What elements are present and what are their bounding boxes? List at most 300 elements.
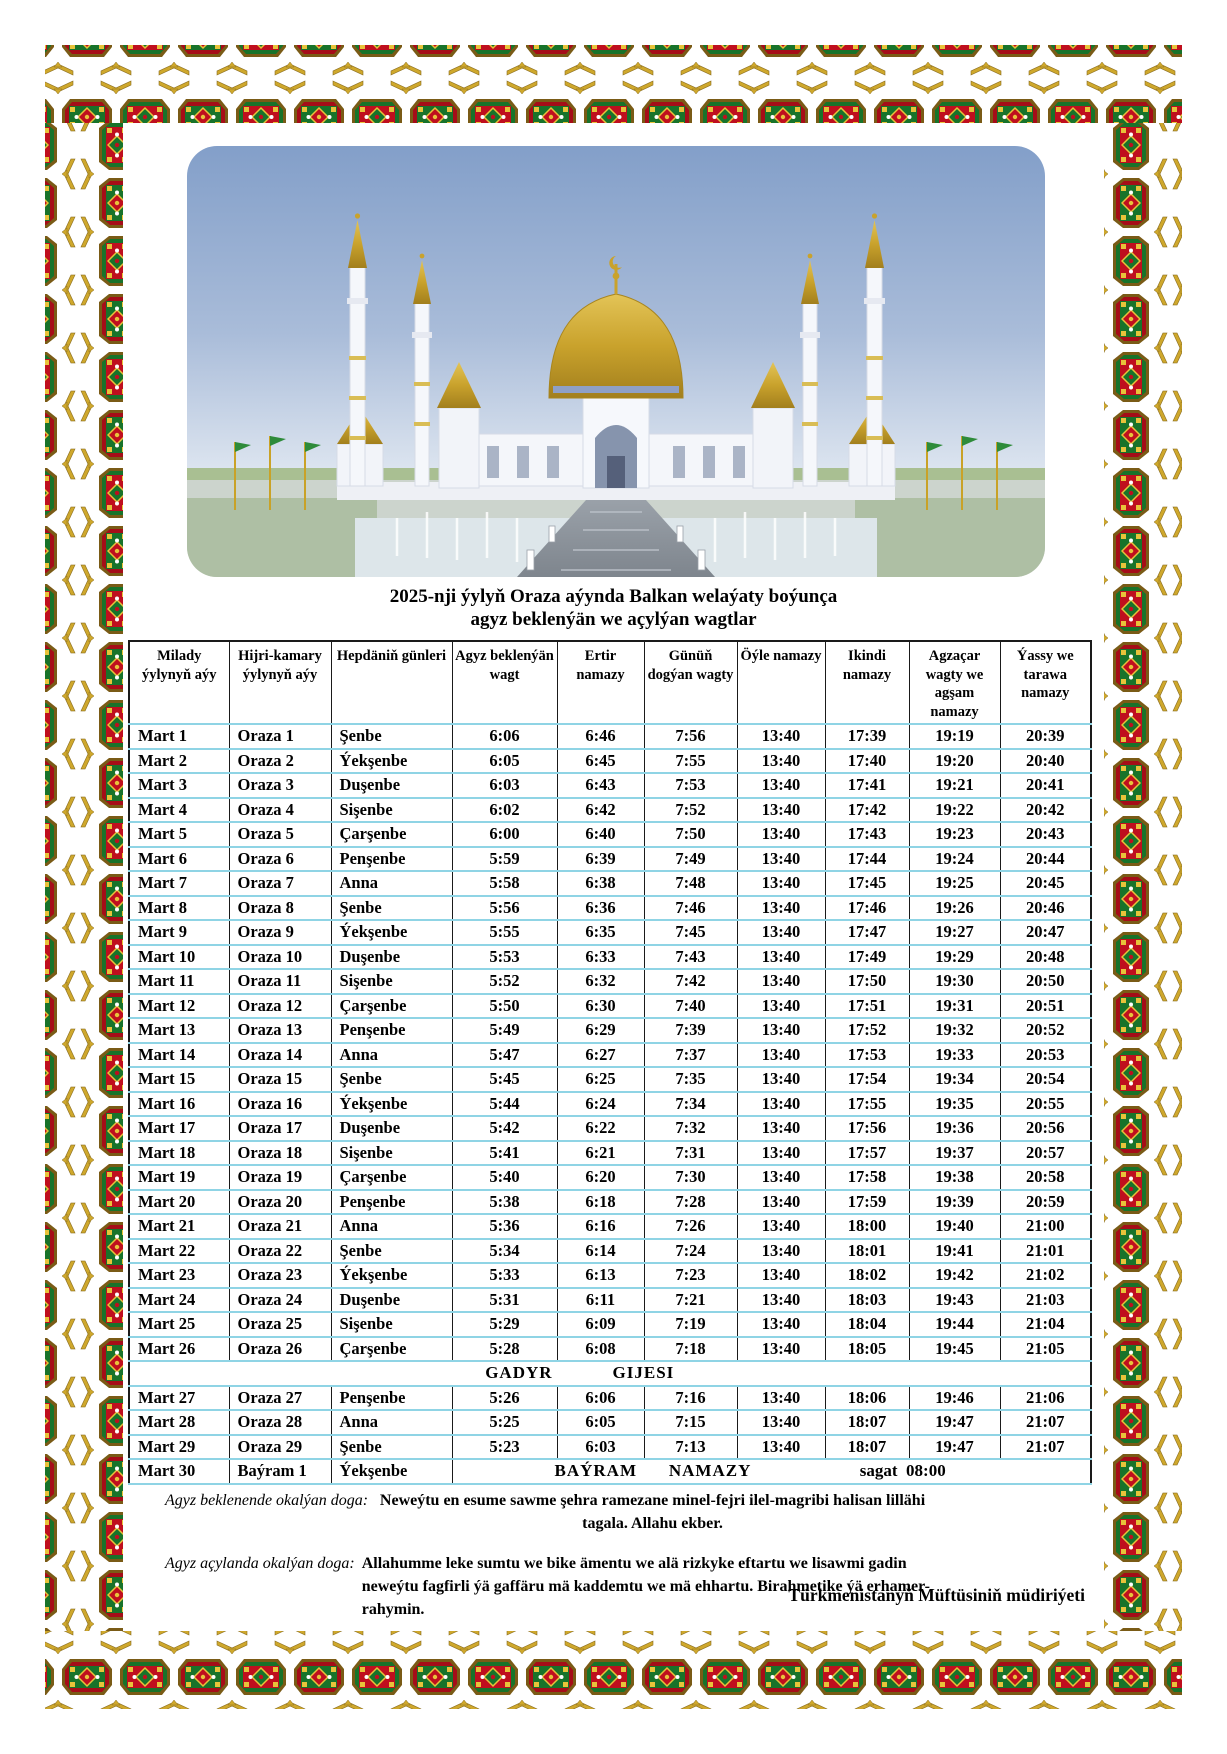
table-cell: Mart 20 bbox=[129, 1190, 229, 1215]
table-cell: Mart 3 bbox=[129, 773, 229, 798]
header-oyle: Öýle namazy bbox=[737, 641, 825, 724]
table-cell: Şenbe bbox=[331, 724, 452, 749]
bayram-hijri: Baýram 1 bbox=[229, 1459, 331, 1484]
table-cell: 20:54 bbox=[1000, 1067, 1091, 1092]
table-cell: 7:40 bbox=[644, 994, 737, 1019]
table-cell: 7:13 bbox=[644, 1435, 737, 1460]
table-cell: Mart 10 bbox=[129, 945, 229, 970]
table-cell: Mart 4 bbox=[129, 798, 229, 823]
table-cell: 7:43 bbox=[644, 945, 737, 970]
header-agzacar: Agzaçar wagty we agşam namazy bbox=[909, 641, 1000, 724]
table-cell: 6:16 bbox=[557, 1214, 644, 1239]
table-cell: 13:40 bbox=[737, 1263, 825, 1288]
table-cell: Oraza 12 bbox=[229, 994, 331, 1019]
table-row bbox=[129, 1092, 1091, 1117]
table-cell: 20:55 bbox=[1000, 1092, 1091, 1117]
table-cell: 7:46 bbox=[644, 896, 737, 921]
table-row bbox=[129, 1239, 1091, 1264]
doga1-label: Agyz beklenende okalýan doga: bbox=[165, 1492, 369, 1509]
table-cell: 6:35 bbox=[557, 920, 644, 945]
table-cell: 6:27 bbox=[557, 1043, 644, 1068]
table-cell: 17:39 bbox=[825, 724, 909, 749]
table-cell: Oraza 2 bbox=[229, 749, 331, 774]
table-cell: 20:59 bbox=[1000, 1190, 1091, 1215]
table-cell: 20:41 bbox=[1000, 773, 1091, 798]
title-line-1: 2025-nji ýylyň Oraza aýynda Balkan welaýaty boýunça bbox=[389, 586, 838, 607]
table-cell: 5:45 bbox=[452, 1067, 557, 1092]
table-row bbox=[129, 969, 1091, 994]
table-cell: 13:40 bbox=[737, 773, 825, 798]
table-cell: Oraza 8 bbox=[229, 896, 331, 921]
table-cell: 6:06 bbox=[452, 724, 557, 749]
table-cell: 6:30 bbox=[557, 994, 644, 1019]
table-cell: 19:19 bbox=[909, 724, 1000, 749]
table-cell: Oraza 13 bbox=[229, 1018, 331, 1043]
page-title bbox=[0, 585, 1227, 631]
table-cell: 17:59 bbox=[825, 1190, 909, 1215]
table-cell: Oraza 29 bbox=[229, 1435, 331, 1460]
table-cell: 13:40 bbox=[737, 822, 825, 847]
table-cell: 13:40 bbox=[737, 724, 825, 749]
table-cell: 20:48 bbox=[1000, 945, 1091, 970]
reeds-left bbox=[187, 498, 377, 577]
header-ertir: Ertir namazy bbox=[557, 641, 644, 724]
table-cell: 20:51 bbox=[1000, 994, 1091, 1019]
table-cell: Mart 19 bbox=[129, 1165, 229, 1190]
table-cell: 5:52 bbox=[452, 969, 557, 994]
table-cell: 20:56 bbox=[1000, 1116, 1091, 1141]
table-cell: Mart 24 bbox=[129, 1288, 229, 1313]
table-cell: 7:21 bbox=[644, 1288, 737, 1313]
table-cell: 5:55 bbox=[452, 920, 557, 945]
table-cell: Mart 28 bbox=[129, 1410, 229, 1435]
table-cell: 7:56 bbox=[644, 724, 737, 749]
table-cell: 7:55 bbox=[644, 749, 737, 774]
table-cell: Mart 6 bbox=[129, 847, 229, 872]
table-cell: 6:22 bbox=[557, 1116, 644, 1141]
table-cell: Anna bbox=[331, 1410, 452, 1435]
table-cell: 5:31 bbox=[452, 1288, 557, 1313]
table-cell: 20:45 bbox=[1000, 871, 1091, 896]
table-cell: Çarşenbe bbox=[331, 1337, 452, 1362]
doga-fasting-start bbox=[165, 1489, 930, 1535]
table-cell: Oraza 6 bbox=[229, 847, 331, 872]
table-cell: 13:40 bbox=[737, 1410, 825, 1435]
header-agyz: Agyz beklenýän wagt bbox=[452, 641, 557, 724]
border-top-band bbox=[45, 45, 1182, 123]
finial-ball bbox=[613, 273, 620, 280]
table-cell: 5:26 bbox=[452, 1386, 557, 1411]
table-cell: 19:34 bbox=[909, 1067, 1000, 1092]
table-cell: 19:31 bbox=[909, 994, 1000, 1019]
table-row bbox=[129, 1116, 1091, 1141]
table-cell: 7:16 bbox=[644, 1386, 737, 1411]
table-cell: 18:06 bbox=[825, 1386, 909, 1411]
table-cell: 5:41 bbox=[452, 1141, 557, 1166]
table-cell: 6:33 bbox=[557, 945, 644, 970]
table-row bbox=[129, 749, 1091, 774]
table-cell: 6:38 bbox=[557, 871, 644, 896]
table-cell: Oraza 27 bbox=[229, 1386, 331, 1411]
table-cell: Mart 18 bbox=[129, 1141, 229, 1166]
table-cell: Mart 22 bbox=[129, 1239, 229, 1264]
dome-ornament-band bbox=[553, 386, 679, 393]
table-row bbox=[129, 1263, 1091, 1288]
table-cell: Mart 2 bbox=[129, 749, 229, 774]
table-cell: 6:03 bbox=[557, 1435, 644, 1460]
tower-left bbox=[439, 408, 479, 488]
border-left-band bbox=[45, 123, 123, 1631]
table-cell: 13:40 bbox=[737, 1141, 825, 1166]
table-cell: 6:11 bbox=[557, 1288, 644, 1313]
table-row bbox=[129, 822, 1091, 847]
table-cell: 17:40 bbox=[825, 749, 909, 774]
table-cell: Oraza 15 bbox=[229, 1067, 331, 1092]
table-cell: 6:14 bbox=[557, 1239, 644, 1264]
table-cell: 5:49 bbox=[452, 1018, 557, 1043]
table-cell: 6:36 bbox=[557, 896, 644, 921]
table-cell: 6:00 bbox=[452, 822, 557, 847]
table-cell: 5:38 bbox=[452, 1190, 557, 1215]
table-cell: Mart 15 bbox=[129, 1067, 229, 1092]
gadyr-cell bbox=[129, 1361, 1091, 1386]
table-cell: 5:59 bbox=[452, 847, 557, 872]
table-cell: Sişenbe bbox=[331, 798, 452, 823]
table-row bbox=[129, 724, 1091, 749]
table-cell: Anna bbox=[331, 871, 452, 896]
table-cell: Oraza 20 bbox=[229, 1190, 331, 1215]
table-cell: 7:37 bbox=[644, 1043, 737, 1068]
table-cell: Oraza 3 bbox=[229, 773, 331, 798]
table-cell: 19:42 bbox=[909, 1263, 1000, 1288]
table-cell: 7:32 bbox=[644, 1116, 737, 1141]
table-cell: 5:33 bbox=[452, 1263, 557, 1288]
table-cell: 13:40 bbox=[737, 1386, 825, 1411]
bayram-label-2: NAMAZY bbox=[668, 1461, 752, 1481]
table-row bbox=[129, 871, 1091, 896]
table-cell: Mart 14 bbox=[129, 1043, 229, 1068]
table-cell: Mart 26 bbox=[129, 1337, 229, 1362]
table-cell: 5:44 bbox=[452, 1092, 557, 1117]
table-header-row bbox=[129, 641, 1091, 724]
table-cell: 17:55 bbox=[825, 1092, 909, 1117]
table-cell: Çarşenbe bbox=[331, 822, 452, 847]
table-row bbox=[129, 1435, 1091, 1460]
table-cell: 21:02 bbox=[1000, 1263, 1091, 1288]
gadyr-row bbox=[129, 1361, 1091, 1386]
table-cell: 17:45 bbox=[825, 871, 909, 896]
table-cell: 19:35 bbox=[909, 1092, 1000, 1117]
doga2-text: Allahumme leke sumtu we bike ämentu we alä rizkyke eftartu we lisawmi gadin neweýtu fagfirli ýä gaffäru mä kaddemtu we mä ehhartu. Birahmetike ýä erhamer-rahymin. bbox=[361, 1555, 930, 1618]
header-weekday: Hepdäniň günleri bbox=[331, 641, 452, 724]
table-cell: 7:23 bbox=[644, 1263, 737, 1288]
table-cell: 20:52 bbox=[1000, 1018, 1091, 1043]
table-cell: Oraza 28 bbox=[229, 1410, 331, 1435]
table-cell: Mart 21 bbox=[129, 1214, 229, 1239]
border-bottom-band bbox=[45, 1631, 1182, 1709]
table-cell: 6:42 bbox=[557, 798, 644, 823]
table-cell: 17:56 bbox=[825, 1116, 909, 1141]
table-cell: Şenbe bbox=[331, 1067, 452, 1092]
table-cell: 19:40 bbox=[909, 1214, 1000, 1239]
tower-right bbox=[753, 408, 793, 488]
table-cell: Çarşenbe bbox=[331, 1165, 452, 1190]
mosque-illustration bbox=[187, 146, 1045, 577]
table-cell: Anna bbox=[331, 1043, 452, 1068]
table-cell: 18:05 bbox=[825, 1337, 909, 1362]
table-cell: 7:49 bbox=[644, 847, 737, 872]
table-cell: Mart 8 bbox=[129, 896, 229, 921]
table-cell: 7:39 bbox=[644, 1018, 737, 1043]
table-cell: 19:22 bbox=[909, 798, 1000, 823]
table-row bbox=[129, 994, 1091, 1019]
table-cell: 20:39 bbox=[1000, 724, 1091, 749]
table-cell: Oraza 10 bbox=[229, 945, 331, 970]
table-cell: 20:53 bbox=[1000, 1043, 1091, 1068]
table-cell: 5:56 bbox=[452, 896, 557, 921]
table-cell: 18:03 bbox=[825, 1288, 909, 1313]
table-row bbox=[129, 1190, 1091, 1215]
table-cell: 6:46 bbox=[557, 724, 644, 749]
header-milady: Milady ýylynyň aýy bbox=[129, 641, 229, 724]
table-cell: 19:26 bbox=[909, 896, 1000, 921]
table-cell: Duşenbe bbox=[331, 773, 452, 798]
doga1-text: Neweýtu en esume sawme şehra ramezane minel-fejri ilel-magribi halisan lillähi tagala. Allahu ekber. bbox=[379, 1492, 926, 1532]
table-cell: 18:02 bbox=[825, 1263, 909, 1288]
table-row bbox=[129, 773, 1091, 798]
table-cell: 7:28 bbox=[644, 1190, 737, 1215]
table-cell: 17:58 bbox=[825, 1165, 909, 1190]
table-cell: Mart 16 bbox=[129, 1092, 229, 1117]
table-cell: 6:02 bbox=[452, 798, 557, 823]
bayram-weekday: Ýekşenbe bbox=[331, 1459, 452, 1484]
table-cell: 6:29 bbox=[557, 1018, 644, 1043]
table-cell: 18:00 bbox=[825, 1214, 909, 1239]
table-row bbox=[129, 1312, 1091, 1337]
table-cell: 19:41 bbox=[909, 1239, 1000, 1264]
table-cell: 7:48 bbox=[644, 871, 737, 896]
table-cell: 20:57 bbox=[1000, 1141, 1091, 1166]
table-cell: 21:00 bbox=[1000, 1214, 1091, 1239]
table-cell: Penşenbe bbox=[331, 1018, 452, 1043]
table-row bbox=[129, 1165, 1091, 1190]
prayer-table-body bbox=[129, 724, 1091, 1484]
table-cell: Mart 7 bbox=[129, 871, 229, 896]
table-cell: Şenbe bbox=[331, 1239, 452, 1264]
table-cell: 5:47 bbox=[452, 1043, 557, 1068]
table-cell: Oraza 22 bbox=[229, 1239, 331, 1264]
table-cell: 13:40 bbox=[737, 1337, 825, 1362]
table-cell: 13:40 bbox=[737, 1018, 825, 1043]
table-cell: 6:25 bbox=[557, 1067, 644, 1092]
table-cell: 13:40 bbox=[737, 1435, 825, 1460]
table-cell: 19:32 bbox=[909, 1018, 1000, 1043]
table-cell: 6:08 bbox=[557, 1337, 644, 1362]
table-cell: Oraza 14 bbox=[229, 1043, 331, 1068]
mosque-image bbox=[187, 146, 1045, 577]
reeds-right bbox=[855, 498, 1045, 577]
table-cell: 21:01 bbox=[1000, 1239, 1091, 1264]
table-cell: 5:34 bbox=[452, 1239, 557, 1264]
table-cell: 19:37 bbox=[909, 1141, 1000, 1166]
table-cell: 5:58 bbox=[452, 871, 557, 896]
table-cell: Anna bbox=[331, 1214, 452, 1239]
table-cell: 19:25 bbox=[909, 871, 1000, 896]
table-cell: 13:40 bbox=[737, 920, 825, 945]
table-cell: 19:39 bbox=[909, 1190, 1000, 1215]
table-cell: 19:21 bbox=[909, 773, 1000, 798]
table-row bbox=[129, 920, 1091, 945]
table-cell: 13:40 bbox=[737, 1288, 825, 1313]
table-cell: 6:40 bbox=[557, 822, 644, 847]
table-cell: 21:06 bbox=[1000, 1386, 1091, 1411]
table-cell: 19:44 bbox=[909, 1312, 1000, 1337]
table-cell: 13:40 bbox=[737, 1165, 825, 1190]
table-row bbox=[129, 1018, 1091, 1043]
table-cell: Sişenbe bbox=[331, 969, 452, 994]
table-cell: 13:40 bbox=[737, 871, 825, 896]
table-cell: 13:40 bbox=[737, 1190, 825, 1215]
table-row bbox=[129, 1214, 1091, 1239]
table-cell: Penşenbe bbox=[331, 1190, 452, 1215]
table-cell: 13:40 bbox=[737, 969, 825, 994]
table-cell: 7:34 bbox=[644, 1092, 737, 1117]
table-cell: 21:03 bbox=[1000, 1288, 1091, 1313]
table-cell: 7:30 bbox=[644, 1165, 737, 1190]
table-cell: 7:52 bbox=[644, 798, 737, 823]
table-cell: 5:25 bbox=[452, 1410, 557, 1435]
table-cell: 6:45 bbox=[557, 749, 644, 774]
table-cell: Duşenbe bbox=[331, 1288, 452, 1313]
table-cell: Şenbe bbox=[331, 896, 452, 921]
table-cell: 7:26 bbox=[644, 1214, 737, 1239]
table-cell: 7:35 bbox=[644, 1067, 737, 1092]
table-cell: 19:36 bbox=[909, 1116, 1000, 1141]
table-cell: Oraza 23 bbox=[229, 1263, 331, 1288]
table-cell: Oraza 26 bbox=[229, 1337, 331, 1362]
table-cell: 21:05 bbox=[1000, 1337, 1091, 1362]
table-cell: Oraza 18 bbox=[229, 1141, 331, 1166]
table-cell: 20:44 bbox=[1000, 847, 1091, 872]
table-cell: 13:40 bbox=[737, 749, 825, 774]
table-cell: 6:09 bbox=[557, 1312, 644, 1337]
table-cell: 7:24 bbox=[644, 1239, 737, 1264]
table-cell: 19:43 bbox=[909, 1288, 1000, 1313]
table-cell: 17:42 bbox=[825, 798, 909, 823]
table-cell: 5:42 bbox=[452, 1116, 557, 1141]
table-row bbox=[129, 945, 1091, 970]
table-cell: 13:40 bbox=[737, 945, 825, 970]
table-cell: Ýekşenbe bbox=[331, 749, 452, 774]
table-cell: Ýekşenbe bbox=[331, 1263, 452, 1288]
table-cell: 19:47 bbox=[909, 1435, 1000, 1460]
table-cell: 21:07 bbox=[1000, 1410, 1091, 1435]
table-cell: 21:07 bbox=[1000, 1435, 1091, 1460]
bayram-cell bbox=[452, 1459, 1091, 1484]
table-cell: Mart 27 bbox=[129, 1386, 229, 1411]
bayram-time: sagat 08:00 bbox=[859, 1461, 946, 1481]
table-cell: 6:32 bbox=[557, 969, 644, 994]
table-cell: 6:43 bbox=[557, 773, 644, 798]
table-cell: 21:04 bbox=[1000, 1312, 1091, 1337]
table-cell: Mart 29 bbox=[129, 1435, 229, 1460]
table-cell: Mart 5 bbox=[129, 822, 229, 847]
table-cell: 7:19 bbox=[644, 1312, 737, 1337]
table-cell: 18:07 bbox=[825, 1410, 909, 1435]
header-ikindi: Ikindi namazy bbox=[825, 641, 909, 724]
table-row bbox=[129, 1410, 1091, 1435]
table-cell: 19:29 bbox=[909, 945, 1000, 970]
table-cell: 17:46 bbox=[825, 896, 909, 921]
table-cell: 6:20 bbox=[557, 1165, 644, 1190]
table-cell: 7:45 bbox=[644, 920, 737, 945]
table-cell: Oraza 25 bbox=[229, 1312, 331, 1337]
table-row bbox=[129, 1386, 1091, 1411]
table-cell: 18:01 bbox=[825, 1239, 909, 1264]
table-cell: Şenbe bbox=[331, 1435, 452, 1460]
bayram-label-1: BAÝRAM bbox=[554, 1461, 637, 1481]
title-line-2: agyz beklenýän we açylýan wagtlar bbox=[470, 609, 757, 630]
table-cell: 6:13 bbox=[557, 1263, 644, 1288]
table-cell: 5:50 bbox=[452, 994, 557, 1019]
table-cell: 6:21 bbox=[557, 1141, 644, 1166]
table-cell: Oraza 1 bbox=[229, 724, 331, 749]
table-cell: Mart 9 bbox=[129, 920, 229, 945]
table-cell: Oraza 24 bbox=[229, 1288, 331, 1313]
table-row bbox=[129, 1067, 1091, 1092]
gadyr-word-2: GIJESI bbox=[612, 1363, 675, 1383]
table-cell: 17:43 bbox=[825, 822, 909, 847]
table-cell: 17:57 bbox=[825, 1141, 909, 1166]
table-cell: 19:27 bbox=[909, 920, 1000, 945]
table-cell: Oraza 9 bbox=[229, 920, 331, 945]
table-cell: 13:40 bbox=[737, 798, 825, 823]
table-cell: 20:50 bbox=[1000, 969, 1091, 994]
bayram-milady: Mart 30 bbox=[129, 1459, 229, 1484]
table-cell: 13:40 bbox=[737, 1067, 825, 1092]
table-cell: 7:15 bbox=[644, 1410, 737, 1435]
table-cell: 7:31 bbox=[644, 1141, 737, 1166]
table-cell: 6:39 bbox=[557, 847, 644, 872]
table-cell: 6:18 bbox=[557, 1190, 644, 1215]
table-cell: 19:24 bbox=[909, 847, 1000, 872]
header-sunrise: Günüň dogýan wagty bbox=[644, 641, 737, 724]
table-cell: 17:51 bbox=[825, 994, 909, 1019]
table-cell: 7:18 bbox=[644, 1337, 737, 1362]
table-cell: 19:30 bbox=[909, 969, 1000, 994]
table-cell: 13:40 bbox=[737, 1043, 825, 1068]
table-cell: 17:49 bbox=[825, 945, 909, 970]
table-cell: 6:24 bbox=[557, 1092, 644, 1117]
table-cell: Duşenbe bbox=[331, 1116, 452, 1141]
table-cell: 17:54 bbox=[825, 1067, 909, 1092]
table-cell: 17:50 bbox=[825, 969, 909, 994]
table-cell: 17:53 bbox=[825, 1043, 909, 1068]
table-cell: 20:43 bbox=[1000, 822, 1091, 847]
table-cell: 13:40 bbox=[737, 1239, 825, 1264]
table-cell: Sişenbe bbox=[331, 1141, 452, 1166]
table-cell: Ýekşenbe bbox=[331, 1092, 452, 1117]
table-cell: 19:45 bbox=[909, 1337, 1000, 1362]
table-cell: 13:40 bbox=[737, 1312, 825, 1337]
table-cell: Penşenbe bbox=[331, 1386, 452, 1411]
table-cell: 13:40 bbox=[737, 896, 825, 921]
table-cell: Penşenbe bbox=[331, 847, 452, 872]
table-cell: Çarşenbe bbox=[331, 994, 452, 1019]
table-cell: 17:47 bbox=[825, 920, 909, 945]
table-cell: 6:06 bbox=[557, 1386, 644, 1411]
table-cell: 20:58 bbox=[1000, 1165, 1091, 1190]
